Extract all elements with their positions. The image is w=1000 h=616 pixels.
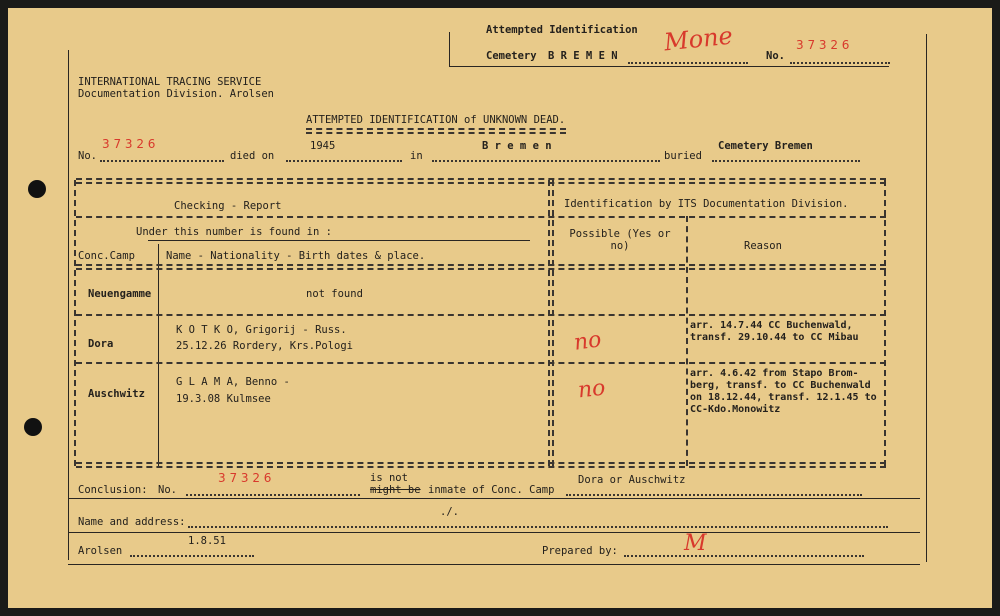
row-camp: Auschwitz [88, 388, 145, 400]
table-line [76, 314, 886, 316]
header-died-value: 1945 [310, 140, 336, 152]
table-top-line [76, 182, 886, 184]
row-name-line1: K O T K O, Grigorij - Russ. [176, 324, 347, 336]
top-box-cemetery-label: Cemetery [486, 50, 537, 62]
row-name-line2: 25.12.26 Rordery, Krs.Pologi [176, 340, 354, 352]
title-underline [306, 128, 566, 130]
table-bottom-line [76, 466, 886, 468]
header-no-label: No. [78, 150, 97, 162]
footer-date-dots [130, 555, 254, 557]
conclusion-label: Conclusion: [78, 484, 148, 496]
table-line [76, 264, 886, 266]
header-died-dots [286, 160, 402, 162]
conclusion-inmate-text: inmate of Conc. Camp [428, 484, 555, 496]
col-camp-header: Conc.Camp [78, 250, 135, 262]
conclusion-camps: Dora or Auschwitz [578, 474, 686, 486]
institution-line2: Documentation Division. Arolsen [78, 88, 274, 100]
header-in-label: in [410, 150, 423, 162]
name-address-value: ./. [440, 506, 459, 518]
conclusion-is-not: is not [370, 472, 408, 484]
section-divider [68, 532, 920, 533]
table-divider-camp [158, 244, 159, 466]
table-divider-main [548, 180, 550, 466]
top-box-bottom [449, 66, 889, 67]
header-buried-dots [712, 160, 860, 162]
table-bottom-line [76, 462, 886, 464]
header-place-dots [432, 160, 660, 162]
col-name-header: Name - Nationality - Birth dates & place. [166, 250, 426, 262]
name-address-label: Name and address: [78, 516, 186, 528]
conclusion-might-be: might be [370, 484, 421, 496]
footer-prepared-dots [624, 555, 864, 557]
footer-place: Arolsen [78, 545, 123, 557]
row-name-line1: G L A M A, Benno - [176, 376, 290, 388]
top-box-number-dots [790, 62, 890, 64]
row-camp: Dora [88, 338, 114, 350]
table-left-line [74, 180, 76, 466]
footer-prepared-label: Prepared by: [542, 545, 618, 557]
table-line [76, 362, 886, 364]
top-box-handwritten: Mone [662, 21, 734, 57]
row-name-line2: 19.3.08 Kulmsee [176, 393, 271, 405]
top-box-no-label: No. [766, 50, 785, 62]
col-reason-header: Reason [744, 240, 782, 252]
conclusion-number: 3 7 3 2 6 [218, 471, 272, 485]
table-divider-reason [686, 216, 688, 466]
its-heading: Identification by ITS Documentation Division. [564, 198, 849, 210]
table-divider-main [552, 180, 554, 466]
row-possible: no [576, 375, 607, 404]
section-divider [68, 564, 920, 565]
conclusion-no-label: No. [158, 484, 177, 496]
table-top-line [76, 178, 886, 180]
header-buried-label: buried [664, 150, 702, 162]
institution-line1: INTERNATIONAL TRACING SERVICE [78, 76, 262, 88]
header-buried-value: Cemetery Bremen [718, 140, 813, 152]
under-number-label: Under this number is found in : [136, 226, 332, 238]
top-box-left [449, 32, 450, 66]
checking-report-heading: Checking - Report [174, 200, 282, 212]
top-box-cemetery: B R E M E N [548, 50, 618, 62]
footer-initial: M [684, 531, 707, 556]
row-reason: arr. 4.6.42 from Stapo Brom- berg, transf. to CC Buchenwald on 18.12.44, transf. 12.1.45 to CC-Kdo.Monowitz [690, 368, 877, 415]
top-box-title: Attempted Identification [486, 24, 638, 36]
table-line [148, 240, 530, 241]
doc-title: ATTEMPTED IDENTIFICATION of UNKNOWN DEAD. [306, 114, 566, 126]
table-line [76, 216, 886, 218]
frame-right-line [926, 34, 927, 562]
col-possible-header: Possible (Yes or no) [569, 228, 671, 252]
section-divider [68, 498, 920, 499]
conclusion-number-dots [186, 494, 360, 496]
header-died-label: died on [230, 150, 275, 162]
title-underline [306, 132, 566, 134]
frame-left-line [68, 50, 69, 560]
top-box-cemetery-dots [628, 62, 748, 64]
document-card [8, 8, 992, 608]
footer-date: 1.8.51 [188, 535, 226, 547]
row-possible: no [572, 327, 603, 356]
row-reason: arr. 14.7.44 CC Buchenwald, transf. 29.10.44 to CC Mibau [690, 320, 859, 343]
header-number: 3 7 3 2 6 [102, 137, 156, 151]
punch-hole [24, 418, 42, 436]
table-line [76, 268, 886, 270]
row-name-line1: not found [306, 288, 363, 300]
header-number-dots [100, 160, 224, 162]
name-address-dots [188, 526, 888, 528]
conclusion-camps-dots [566, 494, 862, 496]
header-place: B r e m e n [482, 140, 552, 152]
row-camp: Neuengamme [88, 288, 152, 300]
top-box-number: 3 7 3 2 6 [796, 38, 850, 52]
punch-hole [28, 180, 46, 198]
